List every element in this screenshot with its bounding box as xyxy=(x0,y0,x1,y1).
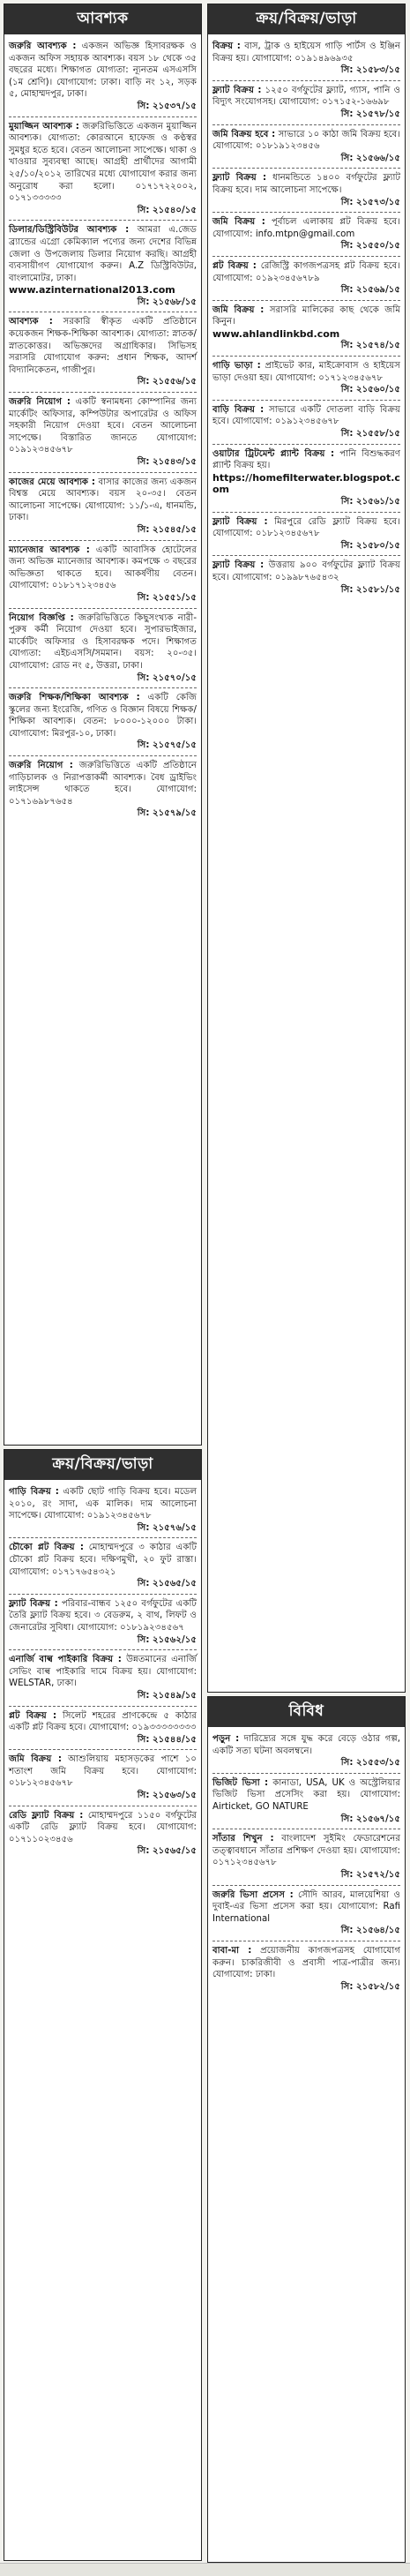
section-title: বিবিধ xyxy=(208,1697,405,1727)
classified-ad xyxy=(9,393,197,473)
ad-heading: ফ্ল্যাট বিক্রয় : xyxy=(212,85,262,95)
section-title: ক্রয়/বিক্রয়/ভাড়া xyxy=(208,4,405,34)
ad-body: আমরা এ.জেড ব্র্যান্ডের এগ্রো কেমিক্যাল পণ্যের জন্য দেশের বিভিন্ন জেলা ও উপজেলায় ডিলার নিয়োগ করছি। আগ্রহী ব্যবসায়ীগণ যোগাযোগ করুন। A.Z ডিস্ট্রিবিউটর, বাংলামোটর, ঢাকা। xyxy=(9,225,197,283)
ad-heading: ফ্ল্যাট বিক্রয় : xyxy=(212,560,265,571)
left-column xyxy=(4,4,202,2563)
ad-heading: গাড়ি ভাড়া : xyxy=(212,361,261,372)
ad-heading: জমি বিক্রয় : xyxy=(212,217,265,228)
classified-ad xyxy=(9,473,197,541)
ad-heading: ভিজিট ভিসা : xyxy=(212,1777,269,1788)
section-title: আবশ্যক xyxy=(4,4,201,34)
classified-ad xyxy=(212,357,400,401)
ad-body: ১২৫০ বর্গফুটের ফ্ল্যাট, গ্যাস, পানি ও বিদ্যুৎ সংযোগসহ। যোগাযোগ: ০১৭১৫২-১৬৬৯৮ xyxy=(212,85,400,108)
ad-reference-number: সি: ২১৫৫৮/১৫ xyxy=(340,429,400,439)
classified-ad xyxy=(9,312,197,393)
ad-heading: পড়ুন : xyxy=(212,1734,240,1744)
ad-body: উত্তরায় ৯০০ বর্গফুটের ফ্ল্যাট বিক্রয় হবে। যোগাযোগ: ০১৯৯৮৭৬৫৪৩২ xyxy=(212,560,400,582)
ad-heading: ডিলার/ডিস্ট্রিবিউটর আবশ্যক : xyxy=(9,225,130,236)
ad-heading: জরুরি ভিসা প্রসেস : xyxy=(212,1889,294,1900)
ad-reference-number: সি: ২১৫৪৯/১৫ xyxy=(137,1690,197,1701)
ad-heading: সাঁতার শিখুন : xyxy=(212,1834,274,1844)
classified-ad xyxy=(9,221,197,312)
classified-ad xyxy=(9,37,197,117)
ad-list xyxy=(208,1727,405,1999)
classified-ad xyxy=(212,445,400,513)
ad-body: সাভারে ১০ কাঠা জমি বিক্রয় হবে। যোগাযোগ: ০১৮১৯১২৩৪৫৬ xyxy=(212,129,400,152)
ad-list xyxy=(4,1480,201,1864)
ad-reference-number: সি: ২১৫৪০/১৫ xyxy=(137,205,197,215)
ad-heading: প্লট বিক্রয় : xyxy=(212,260,257,271)
ad-reference-number: সি: ২১৫৩৭/১৫ xyxy=(137,101,197,111)
ad-heading: রেডি ফ্ল্যাট বিক্রয় : xyxy=(9,1810,84,1821)
ad-heading: ফ্ল্যাট বিক্রয় : xyxy=(9,1598,58,1609)
ad-reference-number: সি: ২১৫৭৯/১৫ xyxy=(137,808,197,819)
ad-heading: জরুরি নিয়োগ : xyxy=(9,761,73,771)
classified-ad xyxy=(9,117,197,222)
ad-reference-number: সি: ২১৫৮৩/১৫ xyxy=(340,65,400,76)
right-column xyxy=(207,4,406,2563)
ad-heading: বিক্রয় : xyxy=(212,41,241,51)
classified-ad xyxy=(212,301,400,357)
section-bibidh xyxy=(207,1696,406,2563)
classified-ad xyxy=(9,688,197,756)
ad-reference-number: সি: ২১৫৪৩/১৫ xyxy=(137,457,197,467)
classified-ad xyxy=(212,257,400,301)
ad-reference-number: সি: ২১৫৬৮/১৫ xyxy=(137,297,197,307)
classified-ad xyxy=(212,37,400,81)
ad-heading: জমি বিক্রয় : xyxy=(212,304,265,315)
ad-body: আশুলিয়ায় মহাসড়কের পাশে ১০ শতাংশ জমি বিক্রয় হবে। যোগাযোগ: ০১৮১২৩৪৫৬৭৮ xyxy=(9,1754,197,1789)
ad-heading: প্লট বিক্রয় : xyxy=(9,1710,57,1721)
ad-body: জরুরিভিত্তিতে একটি প্রতিষ্ঠানে গাড়িচালক ও নিরাপত্তাকর্মী আবশ্যক। বৈধ ড্রাইভিং লাইসেন্স থাকতে হবে। যোগাযোগ: ০১৭১৬৯৮৭৬৫৪ xyxy=(9,761,197,807)
ad-body: সাভারে একটি দোতলা বাড়ি বিক্রয় হবে। যোগাযোগ: ০১৯১২৩৪৫৬৭৮ xyxy=(212,404,400,427)
ad-reference-number: সি: ২১৫৭৮/১৫ xyxy=(340,109,400,119)
ad-body: বাসার কাজের জন্য একজন বিশ্বস্ত মেয়ে আবশ্যক। বয়স ২০-৩৫। বেতন আলোচনা সাপেক্ষে। যোগাযোগ: ১১/১-এ, ধানমন্ডি, ঢাকা। xyxy=(9,477,198,523)
classified-ad xyxy=(212,1730,400,1774)
ad-heading: ফ্ল্যাট বিক্রয় : xyxy=(212,516,268,527)
section-kroy-bikroy-right xyxy=(207,4,406,1693)
ad-heading: নিয়োগ বিজ্ঞপ্তি : xyxy=(9,612,74,623)
ad-body: একটি আবাসিক হোটেলের জন্য অভিজ্ঞ ম্যানেজার আবশ্যক। কমপক্ষে ৩ বছরের অভিজ্ঞতা থাকতে হবে। আকর্ষণীয় বেতন। যোগাযোগ: ০১৮১৭১২৩৪৫৬ xyxy=(9,544,197,591)
ad-reference-number: সি: ২১৫৫০/১৫ xyxy=(340,241,400,252)
classified-ad xyxy=(212,1941,400,1996)
classified-ad xyxy=(212,1829,400,1885)
ad-heading: আবশ্যক : xyxy=(9,317,53,327)
ad-body: সরকারি স্বীকৃত একটি প্রতিষ্ঠানে কয়েকজন শিক্ষক-শিক্ষিকা আবশ্যক। যোগ্যতা: স্নাতক/স্নাতকোত্তর। অভিজ্ঞদের অগ্রাধিকার। সিভিসহ সরাসরি যোগাযোগ করুন: প্রধান শিক্ষক, আদর্শ বিদ্যানিকেতন, গাজীপুর। xyxy=(9,317,197,375)
ad-reference-number: সি: ২১৫৬৪/১৫ xyxy=(340,1926,400,1936)
ad-body: পানি বিশুদ্ধকরণ প্ল্যান্ট বিক্রয় হয়। xyxy=(212,448,400,471)
classified-ad xyxy=(212,125,400,169)
ad-body: একটি ছোট গাড়ি বিক্রয় হবে। মডেল ২০১০, রং সাদা, এক মালিক। দাম আলোচনা সাপেক্ষে। যোগাযোগ: ০১৯১২৩৪৫৬৭৮ xyxy=(9,1487,197,1521)
ad-reference-number: সি: ২১৫৫৬/১৫ xyxy=(137,377,197,387)
ad-body: বাংলাদেশ সুইমিং ফেডারেশনের তত্ত্বাবধানে সাঁতার প্রশিক্ষণ দেওয়া হয়। যোগাযোগ: ০১৭১২৩৪৫৬৭৮ xyxy=(212,1834,400,1868)
ad-body: দারিদ্র্যের সঙ্গে যুদ্ধ করে বেড়ে ওঠার গল্প, একটি সত্য ঘটনা অবলম্বনে। xyxy=(212,1734,400,1756)
ad-list xyxy=(4,34,201,826)
ad-reference-number: সি: ২১৫৭৪/১৫ xyxy=(340,341,400,351)
ad-reference-number: সি: ২১৫৬২/১৫ xyxy=(137,1634,197,1645)
ad-reference-number: সি: ২১৫৮২/১৫ xyxy=(340,1981,400,1992)
ad-reference-number: সি: ২১৫৬৭/১৫ xyxy=(340,1814,400,1824)
ad-heading: এনার্জি বাল্ব পাইকারি বিক্রয় : xyxy=(9,1655,122,1665)
ad-reference-number: সি: ২১৫৮১/১৫ xyxy=(340,584,400,595)
ad-body: রেজিস্ট্রি কাগজপত্রসহ প্লট বিক্রয় হবে। যোগাযোগ: ০১৯২৩৪৫৬৭৮৯ xyxy=(212,260,400,283)
ad-body: প্রয়োজনীয় কাগজপত্রসহ যোগাযোগ করুন। চাকরিজীবী ও প্রবাসী পাত্র-পাত্রীর জন্য। যোগাযোগ: ঢাকা। xyxy=(212,1945,400,1980)
ad-body: মিরপুরে রেডি ফ্ল্যাট বিক্রয় হবে। যোগাযোগ: ০১৮১২৩৪৫৬৭৮ xyxy=(212,516,400,539)
ad-heading: বাড়ি বিক্রয় : xyxy=(212,404,265,415)
ad-reference-number: সি: ২১৫৭২/১৫ xyxy=(340,1869,400,1880)
classified-ad xyxy=(212,213,400,257)
classified-ad xyxy=(9,1707,197,1751)
ad-list xyxy=(208,34,405,602)
classified-ad xyxy=(212,1774,400,1829)
section-abosshok xyxy=(4,4,202,1446)
ad-heading: জমি বিক্রয় হবে : xyxy=(212,129,276,139)
classified-ad xyxy=(212,169,400,213)
section-title: ক্রয়/বিক্রয়/ভাড়া xyxy=(4,1450,201,1480)
ad-website-link[interactable]: www.ahlandlinkbd.com xyxy=(212,327,340,340)
ad-reference-number: সি: ২১৫৬৫/১৫ xyxy=(137,1846,197,1857)
classified-ad xyxy=(212,556,400,599)
ad-body: জরুরিভিত্তিতে একজন মুয়াজ্জিন আবশ্যক। যোগ্যতা: কোরআনে হাফেজ ও কণ্ঠস্বর সুমধুর হতে হবে। বেতন আলোচনা সাপেক্ষে। থাকা ও খাওয়ার সুব্যবস্থা আছে। আগ্রহী প্রার্থীদের আগামী ২৫/১০/২০১২ তারিখের মধ্যে যোগাযোগ করার জন্য অনুরোধ করা হলো। ০১৭১৭২২০০২, ০১৭১৩৩৩৩৩ xyxy=(9,121,197,204)
ad-body: পরিবার-বান্ধব ১২৫০ বর্গফুটের একটি তৈরি ফ্ল্যাট বিক্রয় হবে। ৩ বেডরুম, ২ বাথ, লিফট ও জেনারেটর সুবিধা। যোগাযোগ: ০১৮১৯২৩৪৫৬৭ xyxy=(9,1598,197,1633)
ad-heading: কাজের মেয়ে আবশ্যক : xyxy=(9,477,95,487)
ad-body: জরুরিভিত্তিতে কিছুসংখ্যক নারী-পুরুষ কর্মী নিয়োগ দেওয়া হবে। সুপারভাইজার, মার্কেটিং অফিসার ও হিসাবরক্ষক পদে। শিক্ষাগত যোগ্যতা: এইচএসসি/সমমান। বয়স: ২০-৩৫। যোগাযোগ: রোড নং ৫, উত্তরা, ঢাকা। xyxy=(9,612,198,671)
ad-body: উন্নতমানের এনার্জি সেভিং বাল্ব পাইকারি দামে বিক্রয় হয়। যোগাযোগ: WELSTAR, ঢাকা। xyxy=(9,1655,197,1689)
ad-website-link[interactable]: https://homefilterwater.blogspot.com xyxy=(212,471,400,496)
ad-heading: ফ্ল্যাট বিক্রয় : xyxy=(212,173,267,184)
ad-body: একটি স্বনামধন্য কোম্পানির জন্য মার্কেটিং অফিসার, কম্পিউটার অপারেটর ও অফিস সহকারী নিয়োগ দেওয়া হবে। বেতন আলোচনা সাপেক্ষে। বিস্তারিত জানতে যোগাযোগ: ০১৯১২৩৪৫৬৭৮ xyxy=(9,397,197,455)
ad-body: ধানমন্ডিতে ১৪০০ বর্গফুটের ফ্ল্যাট বিক্রয় হবে। দাম আলোচনা সাপেক্ষে। xyxy=(212,173,401,195)
ad-heading: জরুরি শিক্ষক/শিক্ষিকা আবশ্যক : xyxy=(9,693,140,703)
ad-heading: বাবা-মা : xyxy=(212,1945,252,1956)
classified-ad xyxy=(9,756,197,823)
ad-reference-number: সি: ২১৫৮০/১৫ xyxy=(340,540,400,551)
ad-body: পূর্বাচল এলাকায় প্লট বিক্রয় হবে। যোগাযোগ: info.mtpn@gmail.com xyxy=(212,217,400,239)
ad-body: মোহাম্মদপুরে ৩ কাঠার একটি চৌকো প্লট বিক্রয় হবে। দক্ষিণমুখী, ২০ ফুট রাস্তা। যোগাযোগ: ০১৭১৭৬৫৪৩২১ xyxy=(9,1543,197,1577)
ad-body: কানাডা, USA, UK ও অস্ট্রেলিয়ার ভিজিট ভিসা প্রসেসিং করা হয়। যোগাযোগ: Airticket, GO NATURE xyxy=(212,1777,400,1812)
ad-heading: চৌকো প্লট বিক্রয় : xyxy=(9,1543,84,1553)
ad-body: মোহাম্মদপুরে ১১৫০ বর্গফুটের একটি রেডি ফ্ল্যাট বিক্রয় হবে। যোগাযোগ: ০১৭১১০২৩৪৫৬ xyxy=(9,1810,197,1844)
ad-body: প্রাইভেট কার, মাইক্রোবাস ও হাইয়েস ভাড়া দেওয়া হয়। যোগাযোগ: ০১৭১২৩৪৫৬৭৮ xyxy=(212,361,400,383)
ad-reference-number: সি: ২১৫৭৩/১৫ xyxy=(340,197,400,207)
page-footer-band xyxy=(0,2563,410,2576)
ad-reference-number: সি: ২১৫৪৪/১৫ xyxy=(137,1734,197,1745)
ad-body: সৌদি আরব, মালয়েশিয়া ও দুবাই-এর ভিসা প্রসেস করা হয়। যোগাযোগ: Rafi International xyxy=(212,1889,400,1924)
ad-body: সিলেট শহরের প্রাণকেন্দ্রে ৫ কাঠার একটি প্লট বিক্রয় হবে। যোগাযোগ: ০১৯৩৩৩৩৩৩৩৩ xyxy=(9,1710,197,1733)
classified-ad xyxy=(9,1806,197,1861)
ad-reference-number: সি: ২১৫৬৩/১৫ xyxy=(137,1791,197,1801)
ad-reference-number: সি: ২১৫৭৬/১৫ xyxy=(137,1522,197,1533)
classified-ad xyxy=(212,1886,400,1941)
ad-reference-number: সি: ২১৫৭৫/১৫ xyxy=(137,740,197,751)
classified-ad xyxy=(9,1750,197,1806)
ad-website-link[interactable]: www.azinternational2013.com xyxy=(9,284,175,297)
ad-reference-number: সি: ২১৫৬০/১৫ xyxy=(340,385,400,395)
ad-heading: ওয়াটার ট্রিটমেন্ট প্ল্যান্ট বিক্রয় : xyxy=(212,448,335,459)
classified-ad xyxy=(9,541,197,609)
ad-reference-number: সি: ২১৫৬৫/১৫ xyxy=(137,1579,197,1589)
classified-ad xyxy=(9,609,197,689)
ad-reference-number: সি: ২১৫৬৬/১৫ xyxy=(340,153,400,163)
ad-heading: জমি বিক্রয় : xyxy=(9,1754,62,1765)
ad-heading: গাড়ি বিক্রয় : xyxy=(9,1487,59,1497)
classified-ad xyxy=(212,81,400,125)
ad-body: একজন অভিজ্ঞ হিসাবরক্ষক ও একজন অফিস সহায়ক আবশ্যক। বয়স ১৮ থেকে ৩৫ বছরের মধ্যে। শিক্ষাগত যোগ্যতা: ন্যূনতম এসএসসি (১ম শ্রেণি)। যোগাযোগ: ঢাকা। বাড়ি নং ১২, সড়ক ৫, মোহাম্মদপুর, ঢাকা। xyxy=(9,41,197,100)
ad-heading: জরুরি নিয়োগ : xyxy=(9,397,71,408)
ad-reference-number: সি: ২১৫৫১/১৫ xyxy=(137,592,197,603)
ad-body: বাস, ট্রাক ও হাইয়েস গাড়ি পার্টস ও ইঞ্জিন বিক্রয় হয়। যোগাযোগ: ০১৯১৪৯৬৯৩৫ xyxy=(212,41,400,64)
ad-heading: জরুরি আবশ্যক : xyxy=(9,41,77,51)
ad-heading: মুয়াজ্জিন আবশ্যক : xyxy=(9,121,79,131)
ad-reference-number: সি: ২১৫৫৩/১৫ xyxy=(340,1758,400,1769)
ad-reference-number: সি: ২১৫৭০/১৫ xyxy=(137,672,197,683)
classified-ad xyxy=(9,1650,197,1706)
ad-reference-number: সি: ২১৫৬১/১৫ xyxy=(340,497,400,507)
classified-ad xyxy=(9,1483,197,1538)
ad-heading: ম্যানেজার আবশ্যক : xyxy=(9,544,90,555)
ad-reference-number: সি: ২১৫৬৯/১৫ xyxy=(340,285,400,296)
classified-ad xyxy=(9,1538,197,1594)
ad-reference-number: সি: ২১৫৪৫/১৫ xyxy=(137,524,197,535)
classified-ad xyxy=(212,513,400,557)
section-kroy-bikroy-left xyxy=(4,1449,202,2561)
classified-ad xyxy=(9,1595,197,1650)
ad-body: সরাসরি মালিকের কাছ থেকে জমি কিনুন। xyxy=(212,304,400,327)
classified-ad xyxy=(212,401,400,445)
ad-body: একটি কেজি স্কুলের জন্য ইংরেজি, গণিত ও বিজ্ঞান বিষয়ে শিক্ষক/শিক্ষিকা আবশ্যক। বেতন: ৮০০০-১২০০০ টাকা। যোগাযোগ: মিরপুর-১০, ঢাকা। xyxy=(9,693,197,739)
